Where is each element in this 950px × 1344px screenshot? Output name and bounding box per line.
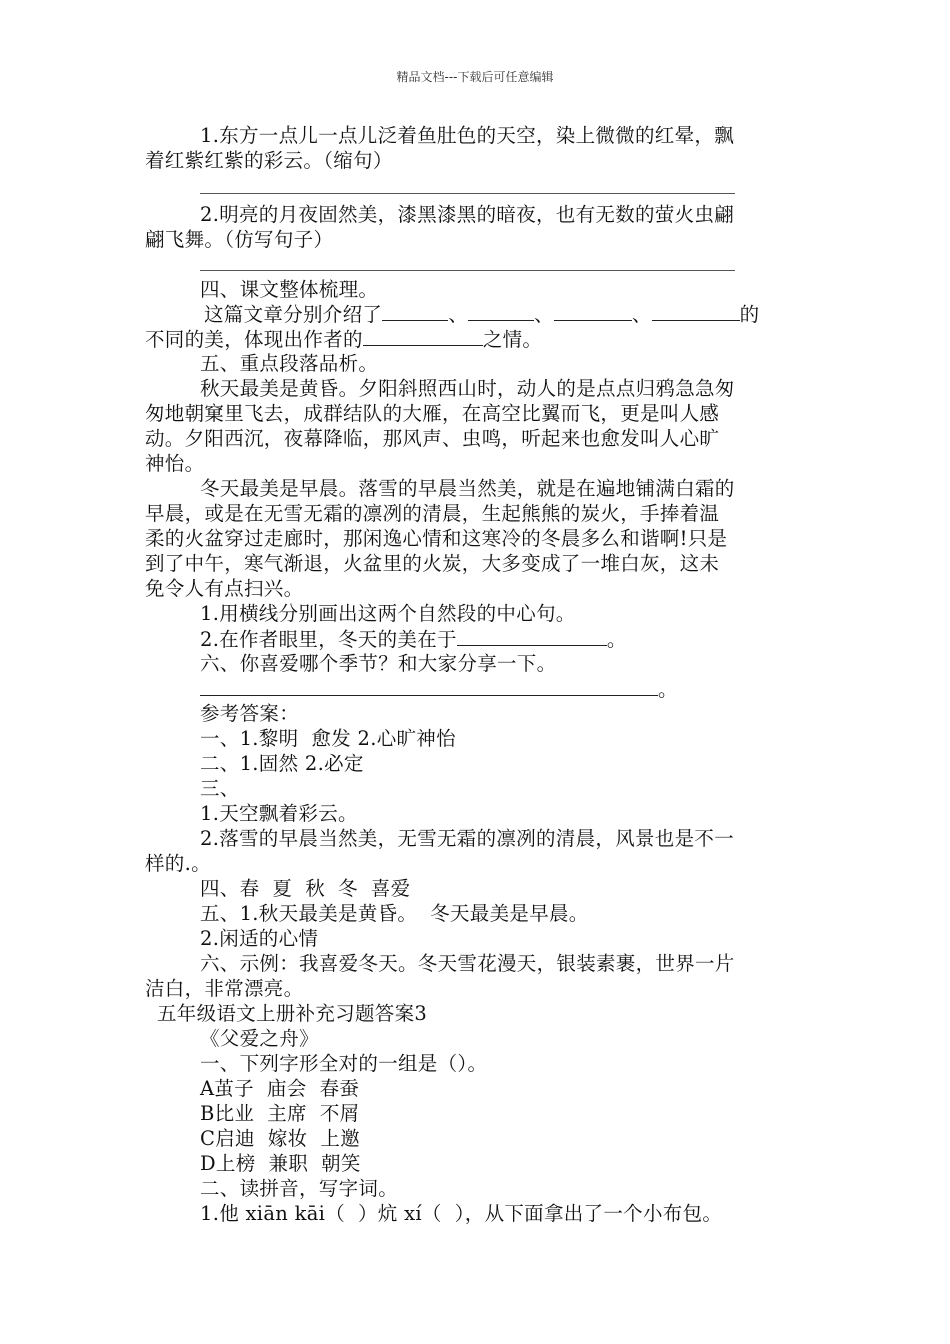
question-line: 一、下列字形全对的一组是（）。	[200, 1052, 488, 1075]
paragraph-line: 神怡。	[145, 452, 205, 475]
paragraph-line: 匆地朝窠里飞去，成群结队的大雁，在高空比翼而飞，更是叫人感	[145, 402, 720, 425]
answer-line: 四、春 夏 秋 冬 喜爱	[200, 877, 411, 900]
answer-line: 一、1.黎明 愈发 2.心旷神怡	[200, 727, 456, 750]
section-heading: 五、重点段落品析。	[200, 352, 379, 375]
answer-line: 1.天空飘着彩云。	[200, 802, 358, 825]
option-d: D上榜 兼职 朝笑	[200, 1152, 361, 1175]
answer-line: 样的.。	[145, 852, 211, 875]
lesson-title: 《父爱之舟》	[200, 1027, 319, 1050]
blank	[468, 301, 534, 321]
paragraph-line: 柔的火盆穿过走廊时，那闲逸心情和这寒冷的冬晨多么和谐啊!只是	[145, 527, 728, 550]
fill-in-line	[145, 326, 542, 352]
answer-line: 三、	[200, 777, 240, 800]
text-part: 的	[739, 303, 760, 326]
question-line: 二、读拼音，写字词。	[200, 1177, 399, 1200]
paragraph-line: 到了中午，寒气渐退，火盆里的火炭，大多变成了一堆白灰，这未	[145, 552, 720, 575]
answer-line	[200, 193, 735, 194]
section-heading: 六、你喜爱哪个季节？和大家分享一下。	[200, 652, 557, 675]
text-part: 之情。	[482, 328, 543, 351]
fill-in-line	[200, 626, 627, 652]
blank	[652, 301, 740, 321]
blank	[554, 301, 632, 321]
blank	[382, 301, 448, 321]
text-part: 这篇文章分别介绍了	[204, 303, 383, 326]
option-b: B比业 主席 不屑	[200, 1102, 360, 1125]
separator: 、	[534, 303, 554, 326]
fill-in-line	[204, 301, 759, 327]
page-header: 精品文档---下载后可任意编辑	[396, 70, 554, 84]
answer-line: 二、1.固然 2.必定	[200, 752, 364, 775]
separator: 、	[448, 303, 469, 326]
exercise-line: 1.东方一点儿一点儿泛着鱼肚色的天空，染上微微的红晕，飘	[200, 124, 735, 147]
option-c: C启迪 嫁妆 上邀	[200, 1127, 361, 1150]
separator: 、	[631, 303, 652, 326]
answer-line: 2.闲适的心情	[200, 927, 319, 950]
answer-line: 洁白，非常漂亮。	[145, 977, 304, 1000]
paragraph-line: 免令人有点扫兴。	[145, 577, 304, 600]
question-line: 1.他 xiān kāi（ ）炕 xí（ ），从下面拿出了一个小布包。	[200, 1202, 723, 1225]
text-part: 。	[606, 628, 627, 651]
blank	[457, 626, 607, 646]
question-line: 1.用横线分别画出这两个自然段的中心句。	[200, 602, 576, 625]
exercise-line: 翩飞舞。（仿写句子）	[145, 228, 334, 251]
answer-line: 五、1.秋天最美是黄昏。 冬天最美是早晨。	[200, 902, 589, 925]
paragraph-line: 秋天最美是黄昏。夕阳斜照西山时，动人的是点点归鸦急急匆	[200, 377, 735, 400]
answer-line: 六、示例：我喜爱冬天。冬天雪花漫天，银装素裹，世界一片	[200, 952, 735, 975]
blank	[363, 326, 483, 346]
paragraph-line: 动。夕阳西沉，夜幕降临，那风声、虫鸣，听起来也愈发叫人心旷	[145, 427, 720, 450]
paragraph-line: 早晨，或是在无雪无霜的凛冽的清晨，生起熊熊的炭火，手捧着温	[145, 502, 720, 525]
option-a: A茧子 庙会 春蚕	[200, 1077, 360, 1100]
answer-line: 2.落雪的早晨当然美，无雪无霜的凛冽的清晨，风景也是不一	[200, 827, 735, 850]
blank	[200, 676, 658, 696]
paragraph-line: 冬天最美是早晨。落雪的早晨当然美，就是在遍地铺满白霜的	[200, 477, 735, 500]
section-heading: 四、课文整体梳理。	[200, 278, 379, 301]
text-part: 不同的美，体现出作者的	[145, 328, 363, 351]
section-title: 五年级语文上册补充习题答案3	[157, 1002, 428, 1025]
answer-line	[200, 270, 735, 271]
exercise-line: 着红紫红紫的彩云。（缩句）	[145, 149, 393, 172]
text-part: 2.在作者眼里，冬天的美在于	[200, 628, 457, 651]
text-part: 。	[658, 678, 678, 701]
exercise-line: 2.明亮的月夜固然美，漆黑漆黑的暗夜，也有无数的萤火虫翩	[200, 203, 735, 226]
fill-in-line	[200, 676, 678, 702]
answers-heading: 参考答案：	[200, 702, 300, 725]
